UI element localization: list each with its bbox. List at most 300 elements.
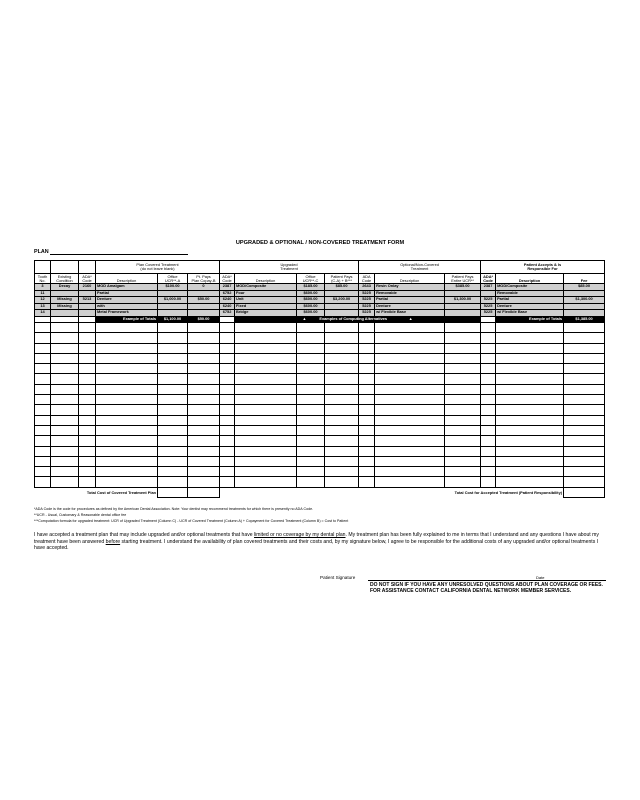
cell-ada[interactable]	[79, 456, 96, 466]
cell-plan-copay[interactable]	[188, 446, 220, 456]
cell-patient-pays[interactable]	[325, 384, 359, 394]
cell-patient-pays[interactable]	[325, 436, 359, 446]
cell-description-upgraded[interactable]	[235, 446, 297, 456]
cell-ada[interactable]	[79, 425, 96, 435]
signature-field[interactable]	[368, 580, 606, 581]
cell-description-upgraded[interactable]	[235, 384, 297, 394]
cell-ada-upgraded[interactable]	[220, 405, 235, 415]
cell-description[interactable]	[96, 425, 158, 435]
cell-office-ucr-upgraded[interactable]	[297, 467, 325, 477]
cell-tooth[interactable]	[35, 446, 51, 456]
cell-ada-accepted[interactable]	[481, 477, 496, 487]
cell-office-ucr[interactable]	[158, 456, 188, 466]
cell-plan-copay[interactable]	[188, 477, 220, 487]
cell-description[interactable]	[96, 477, 158, 487]
cell-description-accepted[interactable]	[496, 353, 564, 363]
cell-existing[interactable]	[51, 323, 79, 333]
cell-description-accepted[interactable]	[496, 436, 564, 446]
cell-patient-pays: $85.00	[325, 284, 359, 291]
cell-description-optional[interactable]	[375, 477, 445, 487]
cell-description-upgraded[interactable]	[235, 415, 297, 425]
cell-ada-optional[interactable]	[359, 333, 375, 343]
cell-fee[interactable]	[564, 364, 605, 374]
cell-description-optional[interactable]	[375, 405, 445, 415]
cell-office-ucr-upgraded[interactable]	[297, 425, 325, 435]
cell-description-upgraded[interactable]	[235, 467, 297, 477]
cell-tooth[interactable]	[35, 395, 51, 405]
cell-description-optional[interactable]	[375, 425, 445, 435]
cell-patient-pays-entire[interactable]	[445, 405, 481, 415]
cell-ada-accepted[interactable]	[481, 436, 496, 446]
cell-ada-optional[interactable]	[359, 415, 375, 425]
cell-tooth[interactable]	[35, 333, 51, 343]
cell-patient-pays[interactable]	[325, 425, 359, 435]
cell-description-accepted[interactable]	[496, 323, 564, 333]
cell-office-ucr[interactable]	[158, 395, 188, 405]
cell-office-ucr[interactable]	[158, 343, 188, 353]
cell-patient-pays-entire[interactable]	[445, 456, 481, 466]
form-title: UPGRADED & OPTIONAL / NON-COVERED TREATMENT FORM	[235, 240, 405, 246]
cell-description-optional[interactable]	[375, 323, 445, 333]
cell-patient-pays-entire[interactable]	[445, 395, 481, 405]
cell-fee[interactable]	[564, 436, 605, 446]
cell-description-optional[interactable]	[375, 395, 445, 405]
cell-fee: $85.00	[564, 284, 605, 291]
cell-plan-copay[interactable]	[188, 467, 220, 477]
table-row	[35, 364, 605, 374]
cell-existing[interactable]	[51, 456, 79, 466]
cell-existing[interactable]	[51, 353, 79, 363]
cell-ada-accepted: 5225	[481, 303, 496, 310]
cell-description-optional[interactable]	[375, 446, 445, 456]
table-row	[35, 333, 605, 343]
cell-description-accepted[interactable]	[496, 467, 564, 477]
cell-patient-pays[interactable]	[325, 415, 359, 425]
cell-office-ucr[interactable]	[158, 364, 188, 374]
cell-office-ucr-upgraded: $600.00	[297, 303, 325, 310]
cell-office-ucr-upgraded[interactable]	[297, 477, 325, 487]
cell-fee[interactable]	[564, 467, 605, 477]
cell-description[interactable]	[96, 395, 158, 405]
patient-totals-label: Example of Totals	[496, 316, 564, 323]
cell-ada-accepted[interactable]	[481, 467, 496, 477]
cell-office-ucr[interactable]	[158, 374, 188, 384]
cell-ada-optional[interactable]	[359, 374, 375, 384]
cell-fee[interactable]	[564, 405, 605, 415]
cell-ada[interactable]	[79, 333, 96, 343]
cell-patient-pays[interactable]	[325, 374, 359, 384]
cell-patient-pays[interactable]	[325, 446, 359, 456]
cell-office-ucr-upgraded[interactable]	[297, 446, 325, 456]
table-row	[35, 343, 605, 353]
cell-ada-upgraded[interactable]	[220, 425, 235, 435]
cell-ada-optional[interactable]	[359, 364, 375, 374]
cell-ada[interactable]	[79, 467, 96, 477]
col-plpays: Pt. Pays Plan Copay-B	[188, 274, 220, 284]
cell-ada-optional[interactable]	[359, 395, 375, 405]
footnote-ada: *ADA Code is the code for procedures as defined by the American Dental Association. Note: Your dentist may recommend treatments for which there is presently no ADA Code.	[34, 507, 314, 511]
cell-description-upgraded[interactable]	[235, 374, 297, 384]
cell-office-ucr[interactable]	[158, 467, 188, 477]
cell-patient-pays-entire[interactable]	[445, 446, 481, 456]
cell-description-upgraded[interactable]	[235, 395, 297, 405]
cell-office-ucr-upgraded[interactable]	[297, 415, 325, 425]
cell-office-ucr-upgraded[interactable]	[297, 436, 325, 446]
cell-ada[interactable]	[79, 477, 96, 487]
cell-description[interactable]	[96, 343, 158, 353]
cell-tooth[interactable]	[35, 364, 51, 374]
accepted-total-fee[interactable]	[564, 487, 605, 497]
col-ada: ADA* Code	[79, 274, 96, 284]
cell-ada-optional[interactable]	[359, 405, 375, 415]
cell-description-optional[interactable]	[375, 456, 445, 466]
cell-description[interactable]	[96, 446, 158, 456]
cell-description-accepted: Removable	[496, 290, 564, 297]
cell-ada[interactable]	[79, 405, 96, 415]
cell-office-ucr[interactable]	[158, 333, 188, 343]
cell-ada-optional[interactable]	[359, 384, 375, 394]
cell-description-accepted[interactable]	[496, 477, 564, 487]
cell-fee[interactable]	[564, 343, 605, 353]
cell-description-accepted[interactable]	[496, 364, 564, 374]
cell-existing[interactable]	[51, 446, 79, 456]
cell-description: Partial	[96, 290, 158, 297]
cell-ada-upgraded[interactable]	[220, 436, 235, 446]
cell-tooth[interactable]	[35, 343, 51, 353]
cell-ada-accepted[interactable]	[481, 456, 496, 466]
cell-existing[interactable]	[51, 333, 79, 343]
cell-ada[interactable]	[79, 353, 96, 363]
cell-description: MOD Amalgam	[96, 284, 158, 291]
cell-ada[interactable]	[79, 446, 96, 456]
cell-description-upgraded[interactable]	[235, 333, 297, 343]
cell-patient-pays-entire[interactable]	[445, 415, 481, 425]
cell-office-ucr[interactable]	[158, 436, 188, 446]
cell-ada[interactable]	[79, 436, 96, 446]
cell-ada[interactable]	[79, 395, 96, 405]
cell-description[interactable]	[96, 436, 158, 446]
cell-ada-upgraded[interactable]	[220, 395, 235, 405]
cell-fee[interactable]	[564, 456, 605, 466]
cell-description-accepted: Denture	[496, 303, 564, 310]
cell-ada[interactable]	[79, 364, 96, 374]
cell-ada-accepted[interactable]	[481, 384, 496, 394]
cell-description-accepted: w/ Flexible Base	[496, 310, 564, 317]
cell-plan-copay[interactable]	[188, 343, 220, 353]
cell-plan-copay[interactable]	[188, 456, 220, 466]
cell-description-accepted[interactable]	[496, 446, 564, 456]
cell-tooth[interactable]	[35, 467, 51, 477]
cell-ada-accepted[interactable]	[481, 425, 496, 435]
cell-patient-pays-entire[interactable]	[445, 353, 481, 363]
cell-tooth[interactable]	[35, 456, 51, 466]
cell-description[interactable]	[96, 333, 158, 343]
cell-ada-upgraded[interactable]	[220, 456, 235, 466]
cell-description-upgraded[interactable]	[235, 436, 297, 446]
computing-alternatives-label: ▲ Examples of Computing Alternatives ▲	[235, 316, 481, 323]
cell-existing[interactable]	[51, 415, 79, 425]
cell-plan-copay[interactable]	[188, 374, 220, 384]
cell-plan-copay[interactable]	[188, 425, 220, 435]
cell-description-optional[interactable]	[375, 343, 445, 353]
cell-tooth[interactable]	[35, 425, 51, 435]
covered-total-b[interactable]	[188, 487, 220, 497]
cell-ada[interactable]	[79, 384, 96, 394]
cell-description-accepted[interactable]	[496, 425, 564, 435]
cell-office-ucr-upgraded[interactable]	[297, 333, 325, 343]
plan-label: PLAN	[34, 249, 49, 255]
cell-description[interactable]	[96, 374, 158, 384]
cell-description-accepted[interactable]	[496, 415, 564, 425]
cell-office-ucr-upgraded[interactable]	[297, 384, 325, 394]
cell-office-ucr[interactable]	[158, 425, 188, 435]
cell-description-optional[interactable]	[375, 333, 445, 343]
cell-office-ucr-upgraded[interactable]	[297, 374, 325, 384]
cell-office-ucr-upgraded[interactable]	[297, 353, 325, 363]
cell-ada-upgraded: 6752	[220, 310, 235, 317]
cell-description-accepted[interactable]	[496, 384, 564, 394]
cell-description-optional[interactable]	[375, 384, 445, 394]
cell-ada-accepted[interactable]	[481, 374, 496, 384]
cell-description[interactable]	[96, 405, 158, 415]
cell-patient-pays[interactable]	[325, 323, 359, 333]
cell-patient-pays-entire[interactable]	[445, 333, 481, 343]
cell-description[interactable]	[96, 353, 158, 363]
cell-office-ucr[interactable]	[158, 384, 188, 394]
cell-patient-pays-entire[interactable]	[445, 436, 481, 446]
cell-fee[interactable]	[564, 446, 605, 456]
cell-office-ucr[interactable]	[158, 323, 188, 333]
cell-description-upgraded: Unit	[235, 297, 297, 304]
cell-ada-accepted[interactable]	[481, 405, 496, 415]
cell-tooth[interactable]	[35, 415, 51, 425]
cell-existing[interactable]	[51, 384, 79, 394]
column-header-row	[35, 274, 605, 284]
cell-plan-copay[interactable]	[188, 364, 220, 374]
cell-ada-optional[interactable]	[359, 343, 375, 353]
cell-fee[interactable]	[564, 353, 605, 363]
cell-patient-pays[interactable]	[325, 456, 359, 466]
cell-office-ucr[interactable]	[158, 405, 188, 415]
cell-office-ucr-upgraded[interactable]	[297, 405, 325, 415]
cell-ada-upgraded[interactable]	[220, 333, 235, 343]
cell-existing[interactable]	[51, 405, 79, 415]
cell-ada[interactable]	[79, 415, 96, 425]
cell-office-ucr-upgraded[interactable]	[297, 364, 325, 374]
cell-ada[interactable]	[79, 343, 96, 353]
cell-description-optional[interactable]	[375, 364, 445, 374]
cell-plan-copay[interactable]	[188, 395, 220, 405]
arrow-up-icon: ▲	[302, 316, 320, 321]
cell-description[interactable]	[96, 415, 158, 425]
cell-ada-optional[interactable]	[359, 353, 375, 363]
cell-ada-optional[interactable]	[359, 477, 375, 487]
cell-ada-accepted[interactable]	[481, 364, 496, 374]
cell-tooth[interactable]	[35, 384, 51, 394]
cell-description-optional: Resin Onlay	[375, 284, 445, 291]
cell-ada-accepted[interactable]	[481, 395, 496, 405]
cell-description-upgraded[interactable]	[235, 405, 297, 415]
cell-existing[interactable]	[51, 364, 79, 374]
cell-description-optional[interactable]	[375, 353, 445, 363]
cell-patient-pays[interactable]	[325, 467, 359, 477]
cell-patient-pays-entire[interactable]	[445, 384, 481, 394]
cell-office-ucr-upgraded[interactable]	[297, 343, 325, 353]
cell-plan-copay[interactable]	[188, 323, 220, 333]
cell-office-ucr[interactable]	[158, 415, 188, 425]
cell-plan-copay[interactable]	[188, 353, 220, 363]
cell-description-upgraded: Fixed	[235, 303, 297, 310]
cell-existing[interactable]	[51, 395, 79, 405]
cell-ada-upgraded[interactable]	[220, 343, 235, 353]
cell-description-upgraded[interactable]	[235, 353, 297, 363]
cell-description-optional[interactable]	[375, 467, 445, 477]
cell-patient-pays-entire[interactable]	[445, 364, 481, 374]
cell-description-optional[interactable]	[375, 374, 445, 384]
cell-description-optional[interactable]	[375, 415, 445, 425]
cell-ada-optional[interactable]	[359, 446, 375, 456]
cell-existing[interactable]	[51, 343, 79, 353]
cell-office-ucr-upgraded: $600.00	[297, 310, 325, 317]
cell-plan-copay[interactable]	[188, 436, 220, 446]
cell-description: Metal Framework	[96, 310, 158, 317]
cell-tooth[interactable]	[35, 477, 51, 487]
cell-patient-pays-entire: $385.00	[445, 284, 481, 291]
cell-patient-pays-entire[interactable]	[445, 343, 481, 353]
cell-ada-upgraded[interactable]	[220, 384, 235, 394]
cell-plan-copay[interactable]	[188, 415, 220, 425]
cell-ada-upgraded[interactable]	[220, 467, 235, 477]
upgraded-group-header: Upgraded Treatment	[220, 261, 359, 274]
cell-description-upgraded[interactable]	[235, 364, 297, 374]
cell-description-accepted[interactable]	[496, 333, 564, 343]
cell-description-accepted[interactable]	[496, 456, 564, 466]
cell-fee[interactable]	[564, 395, 605, 405]
cell-fee[interactable]	[564, 323, 605, 333]
cell-description[interactable]	[96, 364, 158, 374]
cell-patient-pays-entire[interactable]	[445, 467, 481, 477]
cell-plan-copay[interactable]	[188, 384, 220, 394]
cell-description[interactable]	[96, 467, 158, 477]
cell-ada-upgraded[interactable]	[220, 477, 235, 487]
covered-total-a[interactable]	[158, 487, 188, 497]
cell-description-upgraded[interactable]	[235, 425, 297, 435]
cell-patient-pays[interactable]	[325, 343, 359, 353]
accepted-total-label: Total Cost for Accepted Treatment (Patient Responsibility)	[220, 487, 564, 497]
cell-description-accepted[interactable]	[496, 405, 564, 415]
cell-description-accepted[interactable]	[496, 395, 564, 405]
cell-description-upgraded[interactable]	[235, 343, 297, 353]
cell-ada-accepted[interactable]	[481, 343, 496, 353]
cell-tooth[interactable]	[35, 374, 51, 384]
cell-patient-pays[interactable]	[325, 395, 359, 405]
cell-ada-upgraded[interactable]	[220, 415, 235, 425]
cell-patient-pays[interactable]	[325, 333, 359, 343]
cell-fee[interactable]	[564, 477, 605, 487]
cell-patient-pays[interactable]	[325, 353, 359, 363]
cell-ada-upgraded[interactable]	[220, 323, 235, 333]
cell-ada-upgraded[interactable]	[220, 374, 235, 384]
cell-patient-pays-entire[interactable]	[445, 477, 481, 487]
cell-fee[interactable]	[564, 374, 605, 384]
footnote-ucr: **UCR - Usual, Customary & Reasonable dental office fee	[34, 513, 127, 517]
cell-fee[interactable]	[564, 384, 605, 394]
cell-ada-upgraded[interactable]	[220, 446, 235, 456]
cell-office-ucr-upgraded[interactable]	[297, 323, 325, 333]
cell-ada-upgraded[interactable]	[220, 353, 235, 363]
cell-patient-pays[interactable]	[325, 364, 359, 374]
cell-office-ucr[interactable]	[158, 353, 188, 363]
cell-office-ucr-upgraded[interactable]	[297, 456, 325, 466]
cell-ada-optional[interactable]	[359, 323, 375, 333]
cell-description-accepted[interactable]	[496, 343, 564, 353]
cell-tooth[interactable]	[35, 405, 51, 415]
cell-ada-optional[interactable]	[359, 436, 375, 446]
cell-ada-accepted[interactable]	[481, 333, 496, 343]
cell-ada-optional[interactable]	[359, 425, 375, 435]
cell-ada-accepted[interactable]	[481, 415, 496, 425]
cell-patient-pays-entire[interactable]	[445, 323, 481, 333]
cell-tooth[interactable]	[35, 436, 51, 446]
cell-existing[interactable]	[51, 477, 79, 487]
cell-office-ucr[interactable]	[158, 446, 188, 456]
cell-ada-accepted[interactable]	[481, 446, 496, 456]
cell-existing[interactable]	[51, 425, 79, 435]
cell-description-accepted[interactable]	[496, 374, 564, 384]
cell-ada-accepted[interactable]	[481, 353, 496, 363]
cell-patient-pays-entire[interactable]	[445, 425, 481, 435]
cell-ada[interactable]	[79, 323, 96, 333]
cell-ada-optional[interactable]	[359, 456, 375, 466]
cell-description-upgraded[interactable]	[235, 323, 297, 333]
table-row	[35, 415, 605, 425]
cell-description-upgraded[interactable]	[235, 477, 297, 487]
cell-plan-copay[interactable]	[188, 333, 220, 343]
cell-description-upgraded: MOD/Composite	[235, 284, 297, 291]
cell-description[interactable]	[96, 323, 158, 333]
cell-existing[interactable]	[51, 436, 79, 446]
cell-fee[interactable]	[564, 425, 605, 435]
cell-plan-copay[interactable]	[188, 405, 220, 415]
cell-ada-upgraded: 6240	[220, 303, 235, 310]
cell-description[interactable]	[96, 384, 158, 394]
cell-existing[interactable]	[51, 374, 79, 384]
cell-ada[interactable]	[79, 374, 96, 384]
cell-description-accepted: Partial	[496, 297, 564, 304]
cell-fee[interactable]	[564, 415, 605, 425]
cell-ada-accepted[interactable]	[481, 323, 496, 333]
cell-patient-pays[interactable]	[325, 477, 359, 487]
cell-ada-optional[interactable]	[359, 467, 375, 477]
table-row	[35, 395, 605, 405]
plan-field[interactable]	[50, 254, 188, 255]
cell-patient-pays[interactable]	[325, 405, 359, 415]
cell-office-ucr[interactable]	[158, 477, 188, 487]
cell-office-ucr-upgraded[interactable]	[297, 395, 325, 405]
table-row	[35, 477, 605, 487]
col-tooth: Tooth No.	[35, 274, 51, 284]
cell-tooth[interactable]	[35, 353, 51, 363]
cell-description-upgraded[interactable]	[235, 456, 297, 466]
cell-existing[interactable]	[51, 467, 79, 477]
cell-patient-pays-entire[interactable]	[445, 374, 481, 384]
cell-tooth[interactable]	[35, 323, 51, 333]
cell-description[interactable]	[96, 456, 158, 466]
table-row	[35, 436, 605, 446]
cell-ada-upgraded[interactable]	[220, 364, 235, 374]
cell-description-optional[interactable]	[375, 436, 445, 446]
cell-fee[interactable]	[564, 333, 605, 343]
